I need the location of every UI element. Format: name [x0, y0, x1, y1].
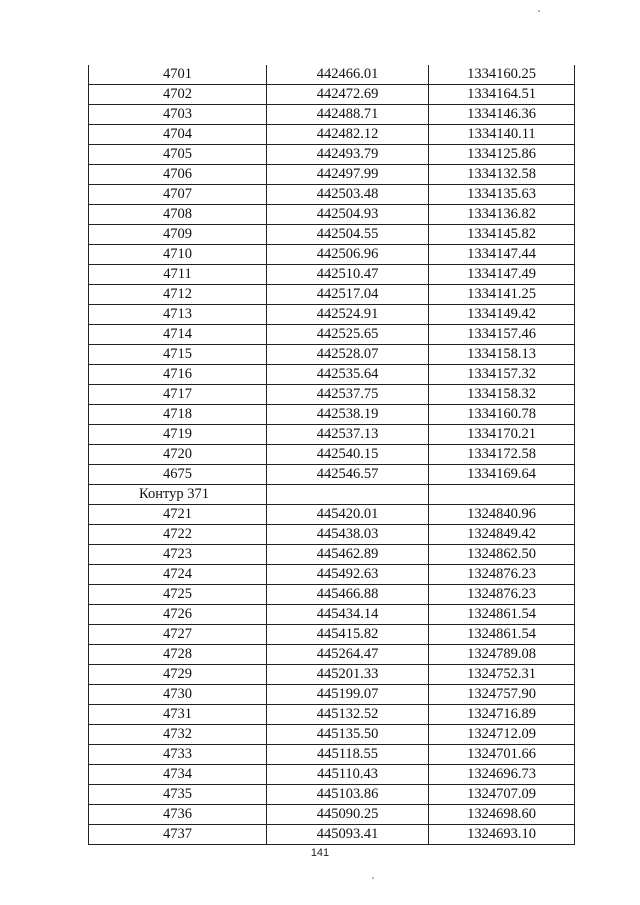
point-number-cell: 4714 — [89, 325, 267, 345]
y-coordinate-cell: 1324698.60 — [429, 805, 575, 825]
point-number-cell: 4706 — [89, 165, 267, 185]
x-coordinate-cell: 445103.86 — [267, 785, 429, 805]
y-coordinate-cell: 1334145.82 — [429, 225, 575, 245]
y-coordinate-cell: 1324752.31 — [429, 665, 575, 685]
x-coordinate-cell: 442524.91 — [267, 305, 429, 325]
table-row — [89, 585, 575, 605]
x-coordinate-cell: 442517.04 — [267, 285, 429, 305]
x-coordinate-cell: 445264.47 — [267, 645, 429, 665]
x-coordinate-cell: 445118.55 — [267, 745, 429, 765]
point-number-cell: 4718 — [89, 405, 267, 425]
y-coordinate-cell: 1324707.09 — [429, 785, 575, 805]
point-number-cell: 4711 — [89, 265, 267, 285]
y-coordinate-cell: 1334136.82 — [429, 205, 575, 225]
y-coordinate-cell: 1324876.23 — [429, 565, 575, 585]
page-number: 141 — [310, 847, 330, 859]
y-coordinate-cell: 1324757.90 — [429, 685, 575, 705]
table-row — [89, 85, 575, 105]
table-row — [89, 645, 575, 665]
table-row — [89, 125, 575, 145]
point-number-cell: 4715 — [89, 345, 267, 365]
point-number-cell: 4707 — [89, 185, 267, 205]
scan-speck — [372, 877, 374, 879]
table-row — [89, 105, 575, 125]
y-coordinate-cell: 1324840.96 — [429, 505, 575, 525]
y-coordinate-cell: 1334141.25 — [429, 285, 575, 305]
y-coordinate-cell: 1324861.54 — [429, 625, 575, 645]
x-coordinate-cell: 445132.52 — [267, 705, 429, 725]
table-row — [89, 345, 575, 365]
x-coordinate-cell: 442528.07 — [267, 345, 429, 365]
table-row — [89, 365, 575, 385]
table-row — [89, 605, 575, 625]
table-row — [89, 245, 575, 265]
point-number-cell: 4725 — [89, 585, 267, 605]
coordinates-table-body — [89, 65, 575, 845]
table-row — [89, 825, 575, 845]
point-number-cell: 4734 — [89, 765, 267, 785]
y-coordinate-cell: 1334147.49 — [429, 265, 575, 285]
x-coordinate-cell: 442488.71 — [267, 105, 429, 125]
table-row — [89, 765, 575, 785]
x-coordinate-cell: 442546.57 — [267, 465, 429, 485]
x-coordinate-cell: 445110.43 — [267, 765, 429, 785]
x-coordinate-cell: 442497.99 — [267, 165, 429, 185]
table-row — [89, 205, 575, 225]
table-row — [89, 285, 575, 305]
x-coordinate-cell: 442482.12 — [267, 125, 429, 145]
x-coordinate-cell: 442466.01 — [267, 65, 429, 85]
x-coordinate-cell: 442506.96 — [267, 245, 429, 265]
y-coordinate-cell: 1324862.50 — [429, 545, 575, 565]
table-row — [89, 785, 575, 805]
empty-cell — [429, 485, 575, 505]
table-row — [89, 725, 575, 745]
y-coordinate-cell: 1324861.54 — [429, 605, 575, 625]
y-coordinate-cell: 1324876.23 — [429, 585, 575, 605]
point-number-cell: 4737 — [89, 825, 267, 845]
scan-speck — [538, 10, 540, 12]
point-number-cell: 4735 — [89, 785, 267, 805]
point-number-cell: 4709 — [89, 225, 267, 245]
y-coordinate-cell: 1334147.44 — [429, 245, 575, 265]
point-number-cell: 4728 — [89, 645, 267, 665]
table-row — [89, 565, 575, 585]
table-row — [89, 525, 575, 545]
x-coordinate-cell: 445462.89 — [267, 545, 429, 565]
table-row — [89, 625, 575, 645]
point-number-cell: 4675 — [89, 465, 267, 485]
point-number-cell: 4708 — [89, 205, 267, 225]
table-row — [89, 545, 575, 565]
table-row — [89, 305, 575, 325]
point-number-cell: 4720 — [89, 445, 267, 465]
y-coordinate-cell: 1334158.32 — [429, 385, 575, 405]
x-coordinate-cell: 442535.64 — [267, 365, 429, 385]
y-coordinate-cell: 1334170.21 — [429, 425, 575, 445]
y-coordinate-cell: 1324789.08 — [429, 645, 575, 665]
x-coordinate-cell: 442510.47 — [267, 265, 429, 285]
table-row — [89, 685, 575, 705]
x-coordinate-cell: 445093.41 — [267, 825, 429, 845]
x-coordinate-cell: 442503.48 — [267, 185, 429, 205]
table-row — [89, 265, 575, 285]
point-number-cell: 4729 — [89, 665, 267, 685]
y-coordinate-cell: 1324712.09 — [429, 725, 575, 745]
point-number-cell: 4716 — [89, 365, 267, 385]
x-coordinate-cell: 442472.69 — [267, 85, 429, 105]
point-number-cell: 4722 — [89, 525, 267, 545]
table-row — [89, 325, 575, 345]
point-number-cell: 4702 — [89, 85, 267, 105]
y-coordinate-cell: 1324716.89 — [429, 705, 575, 725]
point-number-cell: 4724 — [89, 565, 267, 585]
y-coordinate-cell: 1324696.73 — [429, 765, 575, 785]
y-coordinate-cell: 1334149.42 — [429, 305, 575, 325]
empty-cell — [267, 485, 429, 505]
point-number-cell: 4710 — [89, 245, 267, 265]
point-number-cell: 4732 — [89, 725, 267, 745]
table-row — [89, 385, 575, 405]
point-number-cell: 4727 — [89, 625, 267, 645]
y-coordinate-cell: 1324849.42 — [429, 525, 575, 545]
y-coordinate-cell: 1334172.58 — [429, 445, 575, 465]
y-coordinate-cell: 1334164.51 — [429, 85, 575, 105]
x-coordinate-cell: 445438.03 — [267, 525, 429, 545]
y-coordinate-cell: 1334140.11 — [429, 125, 575, 145]
contour-header-row — [89, 485, 575, 505]
x-coordinate-cell: 442540.15 — [267, 445, 429, 465]
y-coordinate-cell: 1334158.13 — [429, 345, 575, 365]
y-coordinate-cell: 1324701.66 — [429, 745, 575, 765]
table-row — [89, 805, 575, 825]
point-number-cell: 4703 — [89, 105, 267, 125]
x-coordinate-cell: 445201.33 — [267, 665, 429, 685]
table-row — [89, 225, 575, 245]
y-coordinate-cell: 1334157.32 — [429, 365, 575, 385]
point-number-cell: 4705 — [89, 145, 267, 165]
table-row — [89, 425, 575, 445]
x-coordinate-cell: 442493.79 — [267, 145, 429, 165]
y-coordinate-cell: 1334160.25 — [429, 65, 575, 85]
table-row — [89, 745, 575, 765]
x-coordinate-cell: 445135.50 — [267, 725, 429, 745]
y-coordinate-cell: 1334135.63 — [429, 185, 575, 205]
x-coordinate-cell: 442538.19 — [267, 405, 429, 425]
point-number-cell: 4721 — [89, 505, 267, 525]
table-row — [89, 665, 575, 685]
y-coordinate-cell: 1334125.86 — [429, 145, 575, 165]
x-coordinate-cell: 445492.63 — [267, 565, 429, 585]
table-row — [89, 505, 575, 525]
y-coordinate-cell: 1334146.36 — [429, 105, 575, 125]
x-coordinate-cell: 442537.13 — [267, 425, 429, 445]
table-row — [89, 145, 575, 165]
y-coordinate-cell: 1334132.58 — [429, 165, 575, 185]
table-row — [89, 465, 575, 485]
point-number-cell: 4712 — [89, 285, 267, 305]
point-number-cell: 4730 — [89, 685, 267, 705]
x-coordinate-cell: 442525.65 — [267, 325, 429, 345]
coordinates-table — [88, 65, 575, 845]
table-row — [89, 445, 575, 465]
x-coordinate-cell: 445415.82 — [267, 625, 429, 645]
table-row — [89, 165, 575, 185]
point-number-cell: 4704 — [89, 125, 267, 145]
point-number-cell: 4726 — [89, 605, 267, 625]
point-number-cell: 4731 — [89, 705, 267, 725]
point-number-cell: 4717 — [89, 385, 267, 405]
contour-label: Контур 371 — [89, 485, 267, 505]
x-coordinate-cell: 442504.93 — [267, 205, 429, 225]
x-coordinate-cell: 442537.75 — [267, 385, 429, 405]
x-coordinate-cell: 445434.14 — [267, 605, 429, 625]
y-coordinate-cell: 1334169.64 — [429, 465, 575, 485]
x-coordinate-cell: 442504.55 — [267, 225, 429, 245]
point-number-cell: 4733 — [89, 745, 267, 765]
table-row — [89, 705, 575, 725]
table-row — [89, 65, 575, 85]
table-row — [89, 185, 575, 205]
point-number-cell: 4719 — [89, 425, 267, 445]
y-coordinate-cell: 1324693.10 — [429, 825, 575, 845]
x-coordinate-cell: 445466.88 — [267, 585, 429, 605]
x-coordinate-cell: 445199.07 — [267, 685, 429, 705]
x-coordinate-cell: 445090.25 — [267, 805, 429, 825]
y-coordinate-cell: 1334160.78 — [429, 405, 575, 425]
y-coordinate-cell: 1334157.46 — [429, 325, 575, 345]
table-row — [89, 405, 575, 425]
x-coordinate-cell: 445420.01 — [267, 505, 429, 525]
point-number-cell: 4736 — [89, 805, 267, 825]
point-number-cell: 4701 — [89, 65, 267, 85]
point-number-cell: 4723 — [89, 545, 267, 565]
point-number-cell: 4713 — [89, 305, 267, 325]
